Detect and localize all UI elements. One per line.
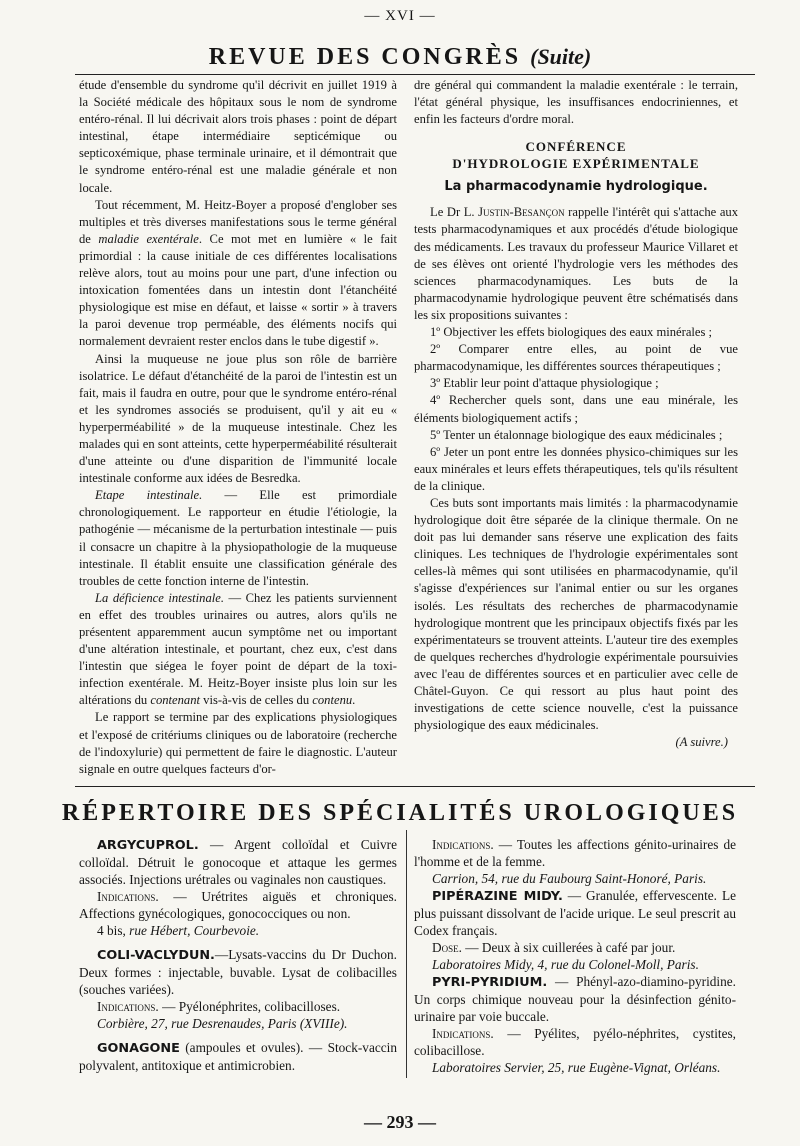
header-suite: (Suite) [530,44,592,69]
proposition-item-4: 4º Rechercher quels sont, dans une eau minérale, les éléments biologiquement actifs ; [414,393,738,425]
a-suivre: (A suivre.) [675,735,728,750]
page-number-top: — XVI — [364,8,436,24]
column-divider [406,830,407,1078]
left-paragraph-6: Le rapport se termine par des explications physiologiques et l'exposé de critériums cliniques ou de laboratoire (recherche de l'indoxylurie) qui permettent de faire le diagnostic. L'auteur signale en outre quelques facteurs d'or- [79,710,397,776]
repertoire-left-column [79,836,397,1074]
pyripyridium-indications: Indications. — Pyélites, pyélo-néphrites, cystites, colibacillose. [414,1026,736,1058]
conference-title: CONFÉRENCE D'HYDROLOGIE EXPÉRIMENTALE [452,139,700,172]
proposition-item-1: 1º Objectiver les effets biologiques des eaux minérales ; [430,325,713,340]
argycuprol-indications: Indications. — Urétrites aiguës et chroniques. Affections gynécologiques, gonococciques ou non. [79,889,397,921]
left-paragraph-4: Etape intestinale. — Elle est primordiale chronologiquement. Le rapporteur en étudie l'étiologie, la pathogénie — mécanisme de la perturbation intestinale — puis il consacre un chapitre à la physiopathologie de la muqueuse intestinale. Il établit ensuite une classification générale des troubles de cette fonction interne de l'intestin. [79,488,398,588]
piperazine-address: Laboratoires Midy, 4, rue du Colonel-Moll, Paris. [432,957,699,972]
gonagone-address: Carrion, 54, rue du Faubourg Saint-Honoré, Paris. [432,871,707,886]
argycuprol-address: 4 bis, rue Hébert, Courbevoie. [97,923,260,938]
proposition-item-3: 3º Etablir leur point d'attaque physiologique ; [430,376,659,391]
right-paragraph-2: Le Dr L. Justin-Besançon rappelle l'intérêt qui s'attache aux tests pharmacodynamiques et aux procédés d'étude biologique des médicaments. Les travaux du professeur Maurice Villaret et de ses élèves ont orienté l'hydrologie vers les méthodes des sciences pharmacodynamiques. Les buts de la pharmacodynamie hydrologique peuvent être schématisés dans les six propositions suivantes : [414,205,739,322]
proposition-item-2: 2º Comparer entre elles, au point de vue pharmacodynamique, les différentes sources thérapeutiques ; [414,342,738,374]
pyripyridium-address: Laboratoires Servier, 25, rue Eugène-Vignat, Orléans. [432,1060,721,1075]
pyripyridium-entry: PYRI-PYRIDIUM. — Phényl-azo-diamino-pyridine. Un corps chimique nouveau pour la désinfection génito-urinaire par voie buccale. [414,974,736,1024]
right-paragraph-1: dre général qui commandent la maladie exentérale : le terrain, l'état général physique, les insuffisances endocriniennes, et enfin les facteurs d'ordre moral. [414,78,738,127]
left-paragraph-1: étude d'ensemble du syndrome qu'il décrivit en juillet 1919 à la Société médicale des hôpitaux sous le nom de syndrome entéro-rénal. Il lui décrivait alors trois phases : point de départ intestinal, étape intermédiaire septicémique ou septicoxémique, phase terminale urinaire, et il démontrait que le syndrome entéro-rénal est une maladie générale et non locale. [79,78,397,195]
conference-subtitle: La pharmacodynamie hydrologique. [444,179,708,195]
left-paragraph-3: Ainsi la muqueuse ne joue plus son rôle de barrière isolatrice. Le défaut d'étanchéité de la paroi de l'intestin est un fait, mais il faudra en outre, pour que le syndrome entéro-rénal et les syndromes associés se produisent, qu'il y ait eu « hyperperméabilité » de la muqueuse intestinale. Chez les malades qui en sont atteints, cette hyperperméabilité résulterait d'une atteinte ou d'une disparition de l'immunité locale intestinale conforme aux idées de Besredka. [79,351,397,486]
proposition-item-5: 5º Tenter un étalonnage biologique des eaux médicinales ; [430,427,723,442]
gonagone-entry: GONAGONE (ampoules et ovules). — Stock-vaccin polyvalent, antitoxique et antimicrobien. [79,1040,397,1073]
colivaclydun-entry: COLI-VACLYDUN.—Lysats-vaccins du Dr Duchon. Deux formes : injectable, buvable. Lysat de colibacilles (souches variées). [79,947,397,997]
colivaclydun-address: Corbière, 27, rue Desrenaudes, Paris (XVIIIe). [97,1016,348,1031]
right-paragraph-3: Ces buts sont importants mais limités : la pharmacodynamie hydrologique doit être séparée de la clinique thermale. On ne doit pas lui demander sans réserve une explication des faits cliniques. Les techniques de l'hydrologie expérimentales sont celles-là mêmes qui sont utilisées en pharmacodynamie, qu'il s'agisse d'expériences sur l'animal entier ou sur les organes isolés. Les résultats des recherches de pharmacodynamie hydrologique montrent que les principaux objectifs fixés par les expérimentateurs se trouvent atteints. L'auteur tire des exemples de quelques recherches d'hydrologie expérimentale poursuivies avec l'eau de différentes sources et en particulier avec celle de Châtel-Guyon. Ce qui ressort au plus haut point des investigations de cette science nouvelle, c'est la puissance physiologique des eaux médicinales. [414,495,738,733]
page-number-bottom: — 293 — [364,1112,436,1132]
left-paragraph-5: La déficience intestinale. — Chez les patients surviennent en effet des troubles urinaires ou autres, alors qu'ils ne présentent apparemment aucun symptôme net ou important d'une altération intestinale, et pourtant, chez eux, c'est dans l'intestin que siégea le foyer point de départ de la toxi-infection exentérale. M. Heitz-Boyer insiste plus loin sur les altérations du contenant vis-à-vis de celles du contenu. [79,590,397,708]
page-header-title [0,43,800,71]
header-rule [75,74,755,75]
gonagone-indications: Indications. — Toutes les affections génito-urinaires de l'homme et de la femme. [414,837,736,869]
repertoire-title: RÉPERTOIRE DES SPÉCIALITÉS UROLOGIQUES [61,800,739,826]
piperazine-entry: PIPÉRAZINE MIDY. — Granulée, effervescente. Le plus puissant dissolvant de l'acide urique. Le seul prescrit au Codex français. [414,888,736,938]
right-column [414,77,738,751]
piperazine-dose: Dose. — Deux à six cuillerées à café par jour. [432,940,676,955]
left-paragraph-2: Tout récemment, M. Heitz-Boyer a proposé d'englober ses multiples et très diverses manifestations sous le terme général de maladie exentérale. Ce mot met en lumière « le fait primordial : la cause initiale de ces différentes localisations relève alors, tout au moins pour une part, d'une infection ou intoxication fomentées dans un intestin dont l'étanchéité physiologique est mise en défaut, et laisse « sortir » à travers la paroi devenue trop perméable, des éléments nocifs qui normalement devraient rester enclos dans le tube digestif ». [79,197,397,349]
argycuprol-entry: ARGYCUPROL. — Argent colloïdal et Cuivre colloïdal. Détruit le gonocoque et attaque les germes associés. Injections urétrales ou vaginales non caustiques. [79,837,397,887]
repertoire-right-column [414,836,736,1076]
proposition-item-6: 6º Jeter un pont entre les données physico-chimiques sur les eaux minérales et leurs effets thérapeutiques, tels qu'ils résultent de la clinique. [414,444,738,493]
left-column [79,77,397,778]
section-rule [75,786,755,787]
colivaclydun-indications: Indications. — Pyélonéphrites, colibacilloses. [97,999,341,1014]
header-title-text: REVUE DES CONGRÈS [208,44,522,70]
